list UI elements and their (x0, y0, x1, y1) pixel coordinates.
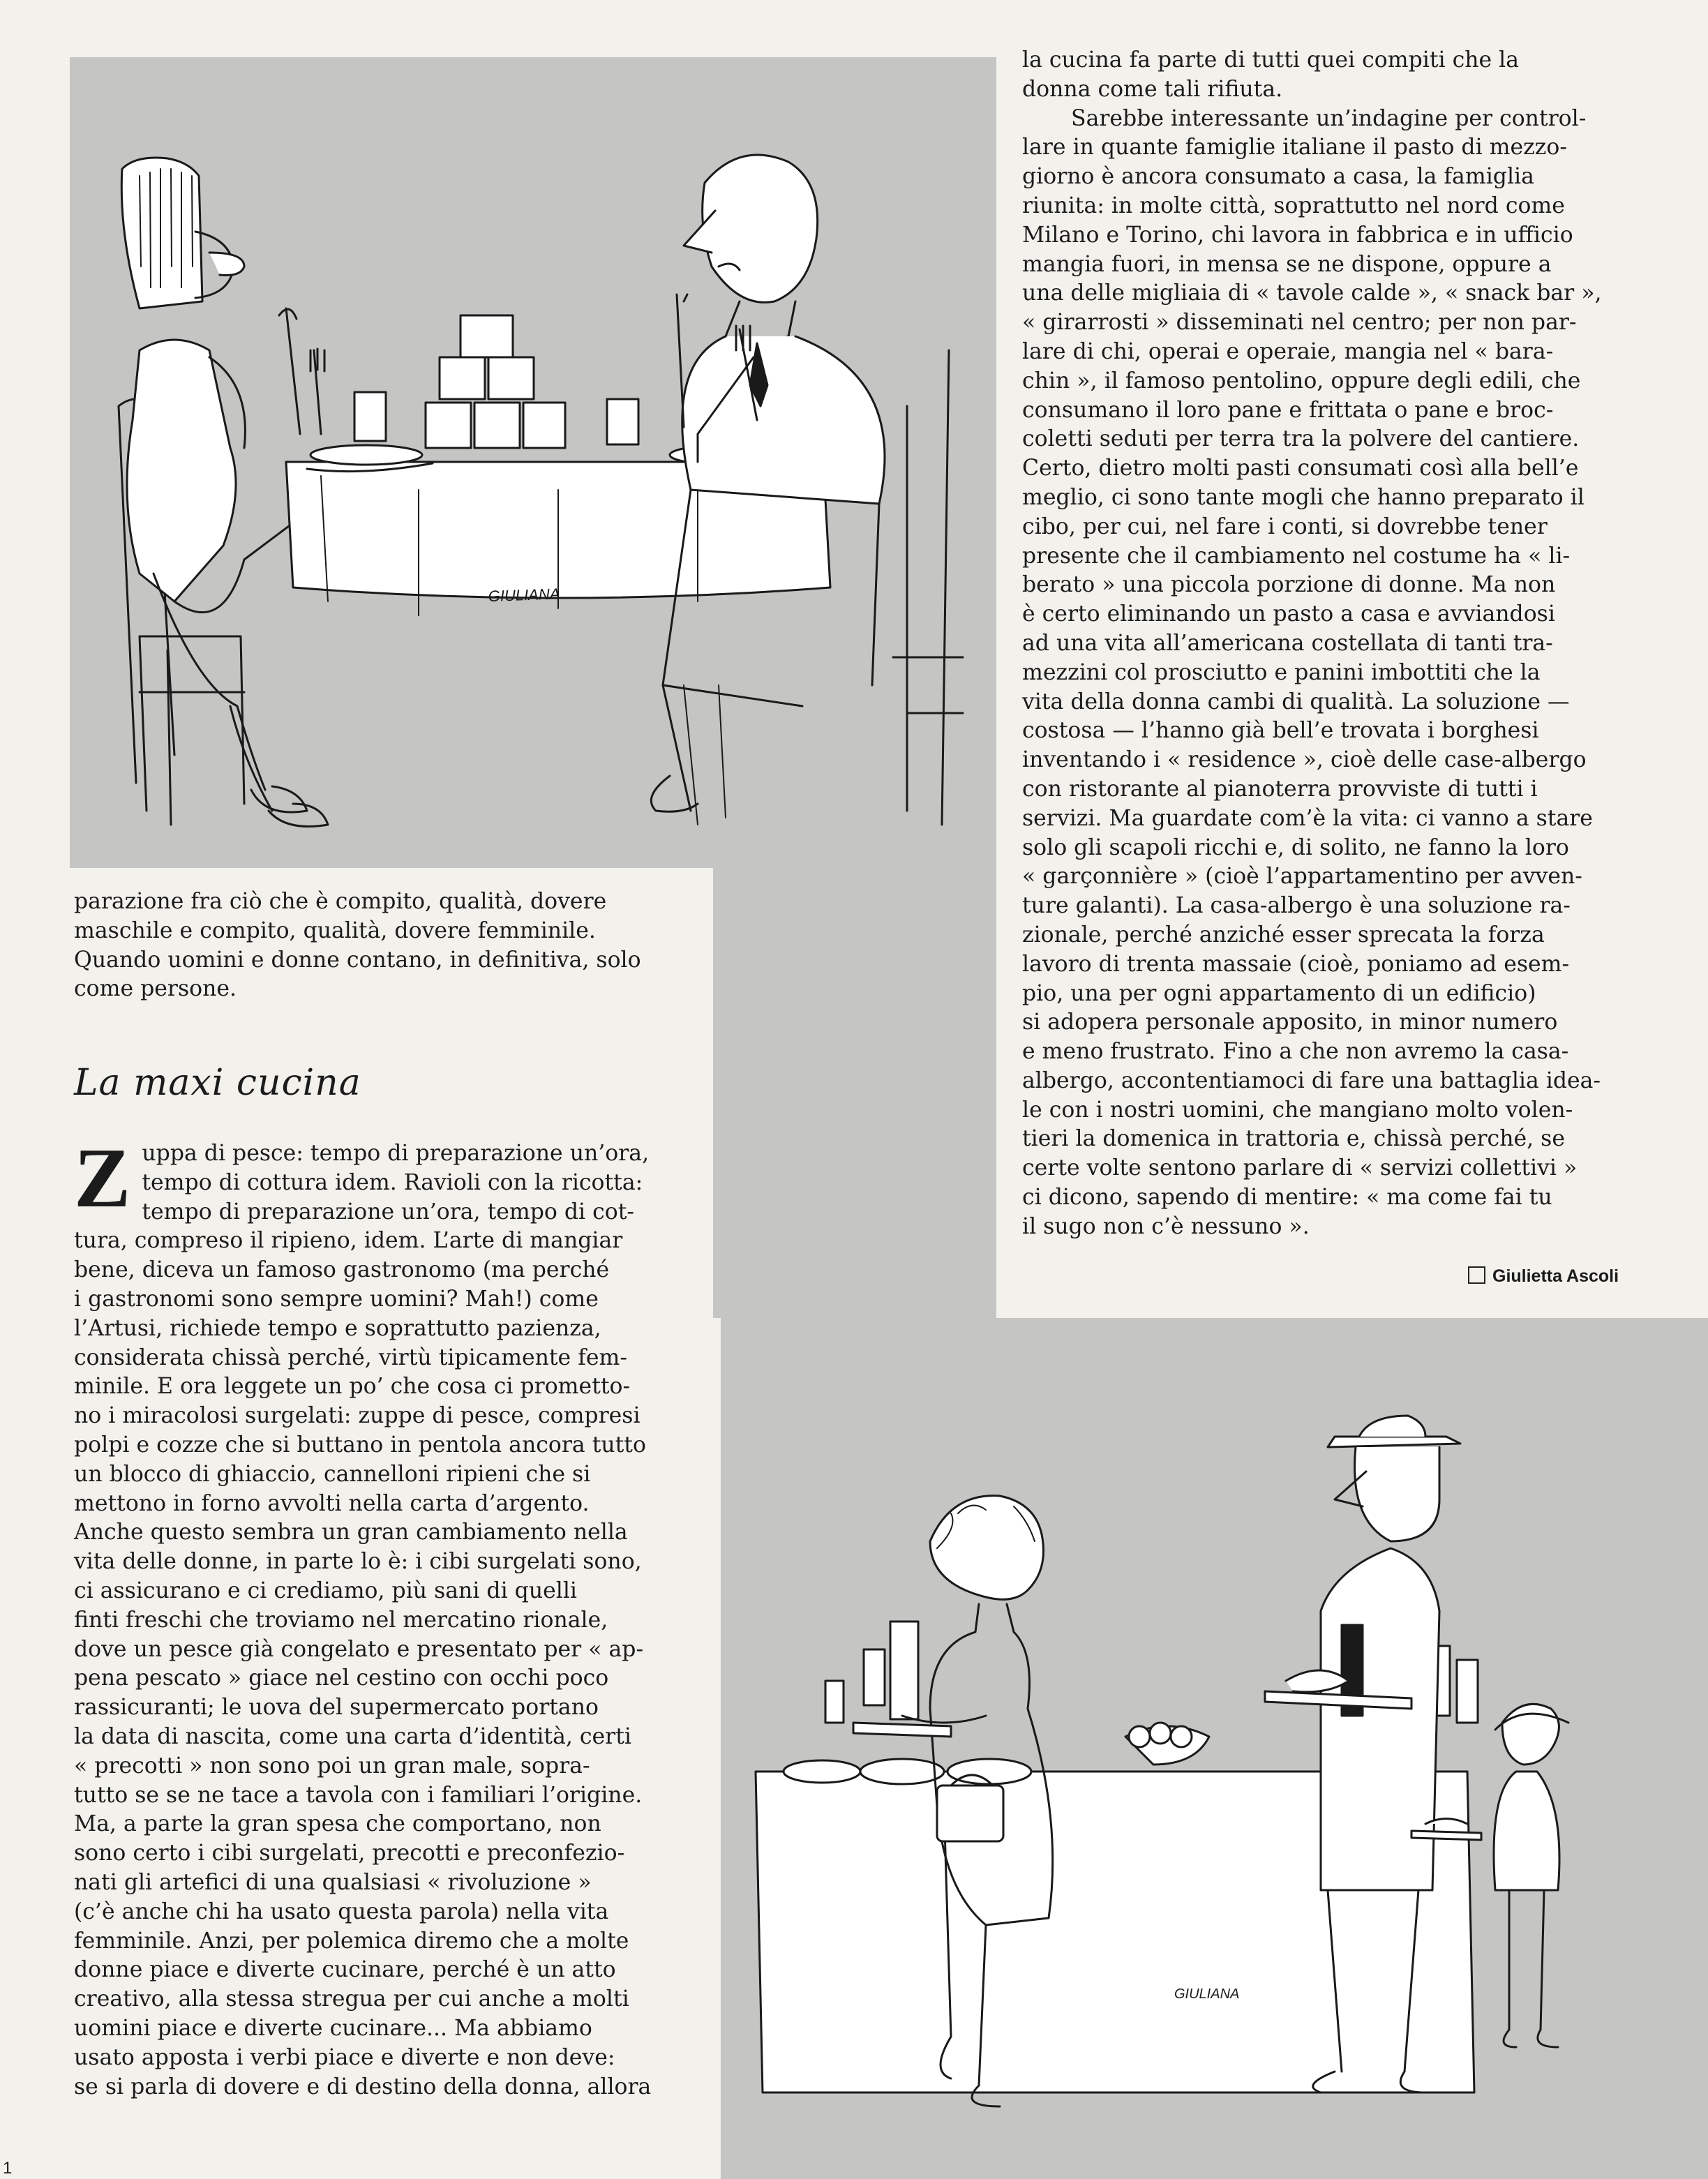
body-line: ture galanti). La casa-albergo è una soluzione ra- (1022, 893, 1571, 919)
body-line: « precotti » non sono poi un gran male, sopra- (74, 1753, 590, 1779)
body-line: e meno frustrato. Fino a che non avremo la casa- (1022, 1039, 1569, 1065)
body-line: un blocco di ghiaccio, cannelloni ripieni che si (74, 1461, 591, 1487)
drop-cap: Z (74, 1131, 131, 1225)
body-line: creativo, alla stessa stregua per cui anche a molti (74, 1986, 629, 2012)
author-signature (1468, 1266, 1619, 1287)
body-line: Ma, a parte la gran spesa che comportano, non (74, 1811, 601, 1837)
body-line: finti freschi che troviamo nel mercatino rionale, (74, 1607, 608, 1633)
buffet-cartoon-signature: GIULIANA (1174, 1986, 1240, 2002)
body-line: bene, diceva un famoso gastronomo (ma perché (74, 1257, 610, 1283)
body-line: tempo di cottura idem. Ravioli con la ricotta: (142, 1169, 643, 1195)
body-line: donne piace e diverte cucinare, perché è un atto (74, 1957, 616, 1983)
body-line: albergo, accontentiamoci di fare una battaglia idea- (1022, 1068, 1601, 1093)
body-line: lare in quante famiglie italiane il pasto di mezzo- (1022, 135, 1567, 160)
body-line: la data di nascita, come una carta d’identità, certi (74, 1723, 631, 1749)
body-line: minile. E ora leggete un po’ che cosa ci prometto- (74, 1374, 631, 1400)
body-line: se si parla di dovere e di destino della donna, allora (74, 2074, 652, 2099)
body-line: riunita: in molte città, soprattutto nel nord come (1022, 193, 1565, 218)
body-line: polpi e cozze che si buttano in pentola ancora tutto (74, 1432, 646, 1458)
body-line: zionale, perché anziché esser sprecata la forza (1022, 922, 1545, 948)
body-line: ci dicono, sapendo di mentire: « ma come fai tu (1022, 1185, 1552, 1211)
intro-line: come persone. (74, 976, 237, 1002)
body-line: pena pescato » giace nel cestino con occhi poco (74, 1665, 609, 1691)
column-2-body (1022, 46, 1638, 1242)
body-line: uomini piace e diverte cucinare... Ma abbiamo (74, 2015, 592, 2041)
body-line: tieri la domenica in trattoria e, chissà perché, se (1022, 1126, 1565, 1152)
body-line: con ristorante al pianoterra provviste di tutti i (1022, 776, 1538, 802)
body-line: lavoro di trenta massaie (cioè, poniamo ad esem- (1022, 951, 1570, 977)
body-line: considerata chissà perché, virtù tipicamente fem- (74, 1345, 628, 1370)
intro-line: maschile e compito, qualità, dovere femminile. (74, 918, 596, 943)
body-line: le con i nostri uomini, che mangiano molto volen- (1022, 1097, 1573, 1123)
body-line: giorno è ancora consumato a casa, la famiglia (1022, 164, 1534, 190)
body-line: costosa — l’hanno già bell’e trovata i borghesi (1022, 718, 1539, 744)
page-mark: 1 (3, 2159, 13, 2178)
body-line: Sarebbe interessante un’indagine per control- (1071, 105, 1587, 131)
body-line: certe volte sentono parlare di « servizi collettivi » (1022, 1155, 1578, 1181)
body-line: tempo di preparazione un’ora, tempo di cot- (142, 1199, 635, 1225)
body-line: donna come tali rifiuta. (1022, 76, 1283, 102)
column-1-body (74, 1131, 695, 2102)
body-line: Certo, dietro molti pasti consumati così alla bell’e (1022, 456, 1579, 481)
body-line: i gastronomi sono sempre uomini? Mah!) come (74, 1286, 599, 1312)
body-line: consumano il loro pane e frittata o pane e broc- (1022, 397, 1554, 423)
body-line: inventando i « residence », cioè delle case-albergo (1022, 747, 1587, 773)
body-line: mezzini col prosciutto e panini imbottiti che la (1022, 659, 1541, 685)
body-line: cibo, per cui, nel fare i conti, si dovrebbe tener (1022, 514, 1548, 539)
body-line: il sugo non c’è nessuno ». (1022, 1213, 1310, 1239)
body-line: si adopera personale apposito, in minor numero (1022, 1010, 1558, 1035)
author-name: Giulietta Ascoli (1492, 1266, 1619, 1286)
intro-line: Quando uomini e donne contano, in definitiva, solo (74, 947, 641, 973)
body-line: la cucina fa parte di tutti quei compiti che la (1022, 47, 1520, 73)
top-right-panel-extension (713, 868, 996, 1318)
body-line: lare di chi, operai e operaie, mangia nel « bara- (1022, 338, 1554, 364)
body-line: rassicuranti; le uova del supermercato portano (74, 1695, 599, 1721)
body-line: « garçonnière » (cioè l’appartamentino per avven- (1022, 864, 1582, 890)
body-line: Anche questo sembra un gran cambiamento nella (74, 1520, 628, 1545)
body-line: meglio, ci sono tante mogli che hanno preparato il (1022, 484, 1585, 510)
body-line: una delle migliaia di « tavole calde », « snack bar », (1022, 280, 1602, 306)
body-line: Milano e Torino, chi lavora in fabbrica e in ufficio (1022, 222, 1573, 248)
body-line: ad una vita all’americana costellata di tanti tra- (1022, 630, 1553, 656)
body-line: presente che il cambiamento nel costume ha « li- (1022, 543, 1571, 569)
body-line: solo gli scapoli ricchi e, di solito, ne fanno la loro (1022, 834, 1569, 860)
intro-line: parazione fra ciò che è compito, qualità, dovere (74, 889, 607, 914)
body-line: coletti seduti per terra tra la polvere del cantiere. (1022, 426, 1580, 452)
body-line: no i miracolosi surgelati: zuppe di pesce, compresi (74, 1403, 640, 1429)
man-chair (893, 350, 963, 825)
body-line: pio, una per ogni appartamento di un edificio) (1022, 980, 1536, 1006)
body-line: chin », il famoso pentolino, oppure degli edili, che (1022, 368, 1581, 394)
body-line: « girarrosti » disseminati nel centro; per non par- (1022, 310, 1577, 336)
body-line: (c’è anche chi ha usato questa parola) nella vita (74, 1899, 609, 1924)
body-line: tura, compreso il ripieno, idem. L’arte di mangiar (74, 1228, 623, 1254)
body-line: uppa di pesce: tempo di preparazione un’ora, (142, 1141, 650, 1166)
buffet-cartoon-illustration (721, 1318, 1708, 2179)
body-line: dove un pesce già congelato e presentato per « ap- (74, 1636, 644, 1662)
body-line: femminile. Anzi, per polemica diremo che a molte (74, 1928, 629, 1954)
body-line: berato » una piccola porzione di donne. Ma non (1022, 572, 1556, 598)
body-line: nati gli artefici di una qualsiasi « rivoluzione » (74, 1869, 592, 1895)
body-line: usato apposta i verbi piace e diverte e non deve: (74, 2044, 615, 2070)
body-line: ci assicurano e ci crediamo, più sani di quelli (74, 1578, 577, 1603)
body-line: servizi. Ma guardate com’è la vita: ci vanno a stare (1022, 805, 1593, 831)
body-line: vita delle donne, in parte lo è: i cibi surgelati sono, (74, 1549, 642, 1575)
body-line: è certo eliminando un pasto a casa e avviandosi (1022, 601, 1555, 627)
end-mark-box-icon (1468, 1266, 1485, 1284)
dinner-cartoon-illustration (70, 57, 996, 868)
section-heading: La maxi cucina (74, 1062, 361, 1104)
body-line: l’Artusi, richiede tempo e soprattutto pazienza, (74, 1315, 601, 1341)
dinner-cartoon-signature: GIULIANA (488, 585, 560, 605)
body-line: mettono in forno avvolti nella carta d’argento. (74, 1490, 590, 1516)
intro-paragraph (74, 888, 702, 1004)
body-line: mangia fuori, in mensa se ne dispone, oppure a (1022, 251, 1552, 277)
body-line: sono certo i cibi surgelati, precotti e preconfezio- (74, 1841, 625, 1866)
body-line: vita della donna cambi di qualità. La soluzione — (1022, 689, 1570, 714)
body-line: tutto se se ne tace a tavola con i familiari l’origine. (74, 1782, 643, 1808)
